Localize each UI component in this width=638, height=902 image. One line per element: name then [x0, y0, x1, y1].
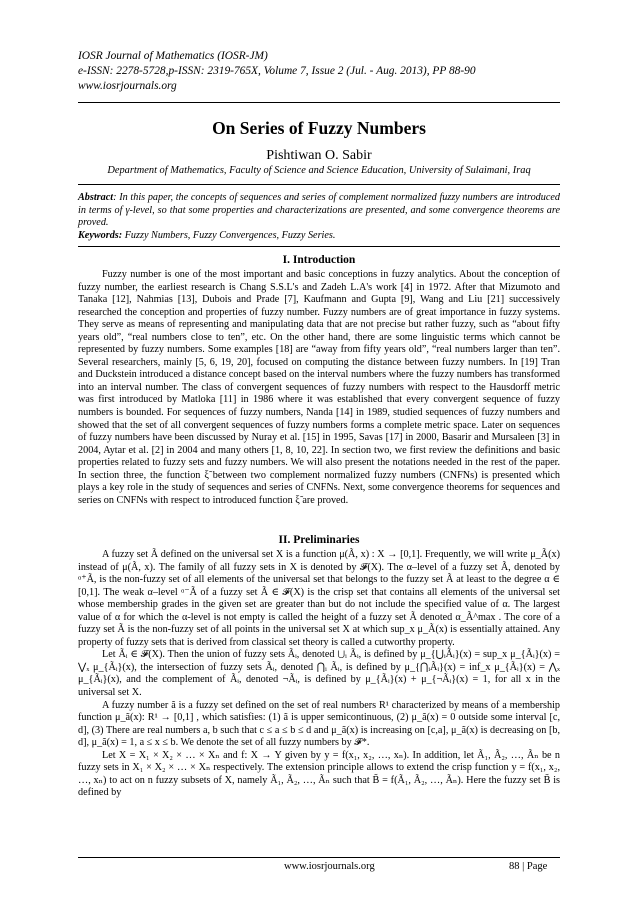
header-rule — [78, 102, 560, 103]
section-title-preliminaries: II. Preliminaries — [278, 534, 360, 546]
keywords-text: Fuzzy Numbers, Fuzzy Convergences, Fuzzy Series. — [122, 230, 336, 241]
abstract — [78, 192, 560, 230]
keywords — [78, 230, 560, 241]
journal-issn: e-ISSN: 2278-5728,p-ISSN: 2319-765X, Volume 7, Issue 2 (Jul. - Aug. 2013), PP 88-90 — [78, 65, 476, 77]
author-affiliation: Department of Mathematics, Faculty of Science and Science Education, University of Sulaimani, Iraq — [107, 165, 531, 176]
footer-url: www.iosrjournals.org — [284, 861, 375, 872]
keywords-label: Keywords: — [78, 230, 123, 241]
preliminaries-paragraph-4: Let X = X₁ × X₂ × … × Xₙ and f: X → Y given by y = f(x₁, x₂, …, xₙ). In addition, let Ã₁, Ã₂, …, Ãₙ be n fuzzy sets in X₁ × X₂ × … × Xₙ respectively. The extension principle allows to extend the crisp function y = f(x₁, x₂, …, xₙ) to act on n fuzzy subsets of X, namely Ã₁, Ã₂, …, Ãₙ such that B̃ = f(Ã₁, Ã₂, …, Ãₙ). Here the fuzzy set B̃ is defined by — [78, 749, 560, 799]
introduction-body — [78, 269, 560, 507]
preliminaries-paragraph-1: A fuzzy set Ã defined on the universal set X is a function μ(Ã, x) : X → [0,1]. Frequently, we will write μ_Ã(x) instead of μ(Ã, x). The family of all fuzzy sets in X is denoted by 𝓕(X). The α–level of a fuzzy set Ã, denoted by ᵅ⁺Ã, is the non-fuzzy set of all elements of the universal set that belongs to the fuzzy set Ã at least to the degree α ∈ [0,1]. The weak α–level ᵅ⁻Ã of a fuzzy set Ã ∈ 𝓕(X) is the crisp set that contains all elements of the universal set whose membership grades in the given set are greater than but do not include the specified value of α. The largest value of α for which the α-level is not empty is called the height of a fuzzy set Ã denoted α_Ã^max . The core of a fuzzy set Ã is the non-fuzzy set of all points in the universal set X at which sup_x μ_Ã(x) is essentially attained. Any property of fuzzy sets that is derived from classical set theory is called a cutworthy property. — [78, 549, 560, 648]
abstract-text: : In this paper, the concepts of sequences and series of complement normalized fuzzy numbers are introduced in terms of γ-level, so that some properties and characterizations are presented, and some convergence theorems are proved. — [78, 192, 560, 229]
abstract-top-rule — [78, 184, 560, 185]
paper-title: On Series of Fuzzy Numbers — [212, 118, 426, 138]
preliminaries-paragraph-3: A fuzzy number ã is a fuzzy set defined on the set of real numbers R¹ characterized by means of a membership function μ_ã(x): R¹ → [0,1] , which satisfies: (1) ã is upper semicontinuous, (2) μ_ã(x) = 0 outside some interval [c, d], (3) There are real numbers a, b such that c ≤ a ≤ b ≤ d and μ_ã(x) is increasing on [c,a], μ_ã(x) is decreasing on [b, d], μ_ã(x) = 1, a ≤ x ≤ b. We denote the set of all fuzzy numbers by 𝓕*. — [78, 699, 560, 749]
page-number: 88 | Page — [509, 861, 548, 872]
footer-rule — [78, 857, 560, 858]
journal-header — [78, 49, 578, 94]
author-name: Pishtiwan O. Sabir — [266, 148, 372, 163]
preliminaries-body — [78, 549, 560, 800]
preliminaries-paragraph-2: Let Ãᵢ ∈ 𝓕(X). Then the union of fuzzy sets Ãᵢ, denoted ⋃ᵢ Ãᵢ, is defined by μ_{⋃ᵢÃᵢ}(x) = sup_x μ_{Ãᵢ}(x) = ⋁ₓ μ_{Ãᵢ}(x), the intersection of fuzzy sets Ãᵢ, denoted ⋂ᵢ Ãᵢ, is defined by μ_{⋂ᵢÃᵢ}(x) = inf_x μ_{Ãᵢ}(x) = ⋀ₓ μ_{Ãᵢ}(x), and the complement of Ãᵢ, denoted ¬Ãᵢ, is defined by μ_{Ãᵢ}(x) + μ_{¬Ãᵢ}(x) = 1, for all x in the universal set X. — [78, 649, 560, 699]
journal-url: www.iosrjournals.org — [78, 80, 177, 92]
journal-name: IOSR Journal of Mathematics (IOSR-JM) — [78, 50, 268, 62]
section-title-introduction: I. Introduction — [282, 254, 356, 266]
abstract-label: Abstract — [78, 192, 114, 203]
abstract-bottom-rule — [78, 246, 560, 247]
introduction-paragraph: Fuzzy number is one of the most important and basic conceptions in fuzzy analytics. About the conception of fuzzy number, the earliest research is Chang S.S.L's and Zadeh L.A's work [4] in 1972. After that Mizumoto and Tanaka [12], Nahmias [13], Dubois and Prade [7], Kaufmann and Gupta [9], Wang and Liu [21] successively researched the conception and properties of fuzzy number. Fuzzy numbers are of great importance in fuzzy systems. They serve as means of representing and manipulating data that are not precise but rather fuzzy, such as “about fifty years old”, “real numbers close to ten”, etc. On the other hand, there are some linguistic terms which cannot be represented by fuzzy numbers. Some examples [18] are “away from fifty years old”, “real numbers larger than ten”. Several researchers, mainly [5, 6, 19, 20], focused on computing the distance between fuzzy numbers. In [19] Tran and Duckstein introduced a distance concept based on the interval numbers where the fuzzy numbers has transformed into an interval number. The class of convergent sequences of fuzzy numbers with respect to the Hausdorff metric was first introduced by Matloka [11] in 1986 where it was established that every convergent sequence of fuzzy numbers is bounded. For sequences of fuzzy numbers, Nanda [14] in 1989, studied sequences of fuzzy numbers and showed that the set of all convergent sequences of fuzzy numbers forms a complete metric space. Later on sequences of fuzzy numbers have been discussed by Nuray et al. [15] in 1995, Savas [17] in 2000, Basarir and Mursaleen [3] in 2004, Aytar et al. [2] in 2004 and many others [1, 8, 10, 22]. In section two, we first review the definitions and basic properties related to fuzzy sets and fuzzy numbers. We will also present the notations needed in the rest of the paper. In section three, the function ξ̃ between two complement normalized fuzzy numbers (CNFNs) is presented which plays a key role in the study of sequences and series of CNFNs. Next, some convergence theorems for sequences and series on CNFNs with respect to introduced function ξ̃ are proved. — [78, 269, 560, 506]
